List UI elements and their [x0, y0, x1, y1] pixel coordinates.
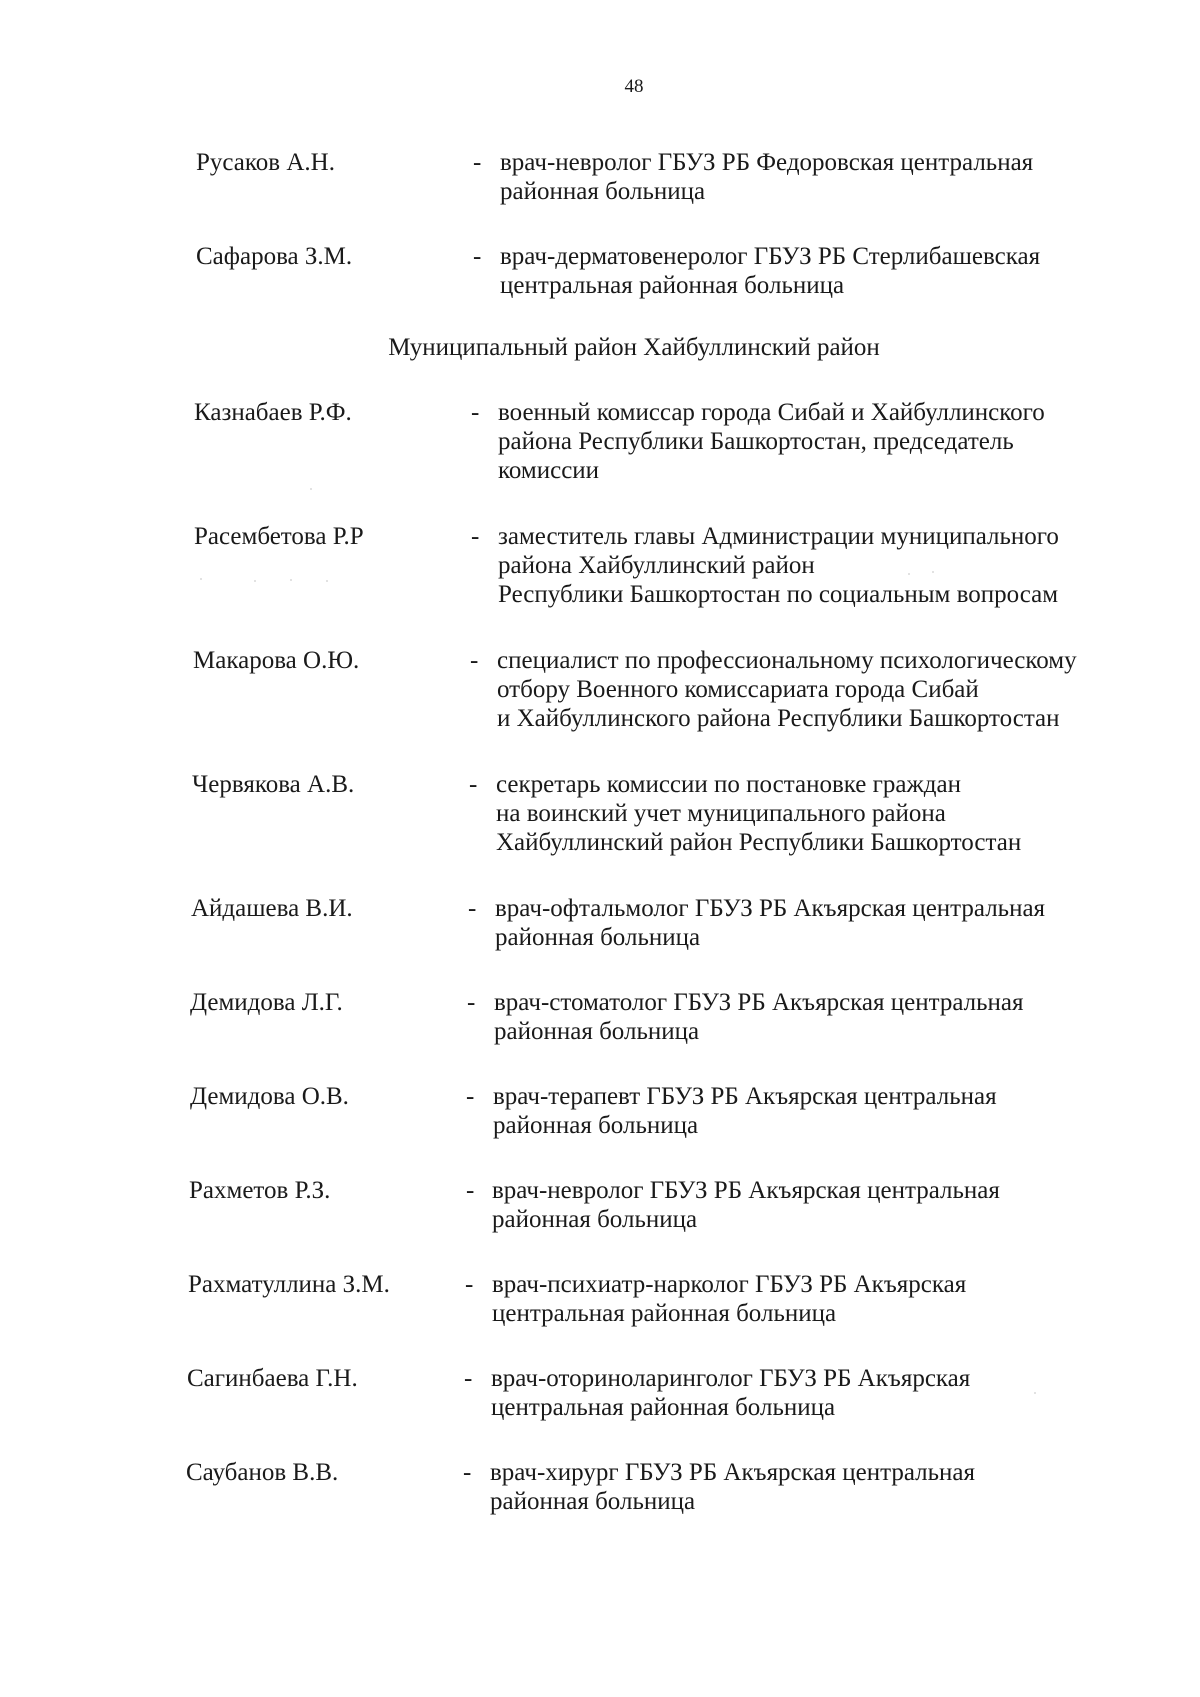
person-name: Сагинбаева Г.Н. — [187, 1365, 358, 1392]
description-line: врач-невролог ГБУЗ РБ Федоровская центральная — [500, 149, 1034, 176]
description-line: районная больница — [495, 924, 701, 951]
position-description — [490, 1458, 1110, 1516]
description-line: районная больница — [500, 178, 706, 205]
scan-speck — [290, 579, 292, 581]
person-name: Казнабаев Р.Ф. — [194, 399, 352, 426]
dash-separator: - — [471, 523, 480, 550]
description-line: врач-терапевт ГБУЗ РБ Акъярская центральная — [493, 1083, 997, 1110]
person-name: Рахматуллина З.М. — [188, 1271, 390, 1298]
description-line: районная больница — [493, 1112, 699, 1139]
position-description — [494, 988, 1114, 1046]
description-line: врач-психиатр-нарколог ГБУЗ РБ Акъярская — [492, 1271, 967, 1298]
dash-separator: - — [471, 399, 480, 426]
description-line: района Республики Башкортостан, председатель — [498, 428, 1014, 455]
description-line: врач-стоматолог ГБУЗ РБ Акъярская центральная — [494, 989, 1024, 1016]
description-line: военный комиссар города Сибай и Хайбуллинского — [498, 399, 1045, 426]
scan-speck — [1034, 1392, 1036, 1394]
description-line: районная больница — [494, 1018, 700, 1045]
person-name: Расембетова Р.Р — [194, 523, 364, 550]
description-line: центральная районная больница — [500, 272, 845, 299]
description-line: врач-дерматовенеролог ГБУЗ РБ Стерлибашевская — [500, 243, 1041, 270]
description-line: центральная районная больница — [491, 1394, 836, 1421]
position-description — [492, 1176, 1112, 1234]
description-line: врач-оториноларинголог ГБУЗ РБ Акъярская — [491, 1365, 971, 1392]
person-name: Русаков А.Н. — [196, 149, 335, 176]
description-line: Хайбуллинский район Республики Башкортостан — [496, 829, 1022, 856]
dash-separator: - — [465, 1271, 474, 1298]
dash-separator: - — [468, 895, 477, 922]
section-heading: Муниципальный район Хайбуллинский район — [388, 334, 880, 361]
scan-speck — [254, 580, 256, 582]
position-description — [491, 1364, 1111, 1422]
position-description — [497, 646, 1117, 733]
description-line: секретарь комиссии по постановке граждан — [496, 771, 961, 798]
description-line: врач-невролог ГБУЗ РБ Акъярская центральная — [492, 1177, 1000, 1204]
person-name: Демидова О.В. — [190, 1083, 349, 1110]
dash-separator: - — [470, 647, 479, 674]
description-line: отбору Военного комиссариата города Сибай — [497, 676, 979, 703]
description-line: заместитель главы Администрации муниципального — [498, 523, 1059, 550]
person-name: Макарова О.Ю. — [193, 647, 360, 674]
person-name: Червякова А.В. — [192, 771, 355, 798]
dash-separator: - — [473, 243, 482, 270]
description-line: районная больница — [490, 1488, 696, 1515]
dash-separator: - — [467, 989, 476, 1016]
position-description — [500, 148, 1120, 206]
description-line: центральная районная больница — [492, 1300, 837, 1327]
description-line: Республики Башкортостан по социальным вопросам — [498, 581, 1059, 608]
dash-separator: - — [469, 771, 478, 798]
person-name: Сафарова З.М. — [196, 243, 353, 270]
description-line: комиссии — [498, 457, 600, 484]
dash-separator: - — [463, 1459, 472, 1486]
position-description — [496, 770, 1116, 857]
dash-separator: - — [466, 1083, 475, 1110]
description-line: районная больница — [492, 1206, 698, 1233]
person-name: Рахметов Р.З. — [189, 1177, 331, 1204]
dash-separator: - — [473, 149, 482, 176]
scan-speck — [932, 571, 934, 573]
position-description — [495, 894, 1115, 952]
description-line: врач-офтальмолог ГБУЗ РБ Акъярская центральная — [495, 895, 1046, 922]
position-description — [498, 522, 1118, 609]
position-description — [498, 398, 1118, 485]
description-line: специалист по профессиональному психологическому — [497, 647, 1077, 674]
person-name: Демидова Л.Г. — [190, 989, 343, 1016]
position-description — [493, 1082, 1113, 1140]
person-name: Саубанов В.В. — [186, 1459, 339, 1486]
page-number: 48 — [624, 76, 644, 97]
person-name: Айдашева В.И. — [191, 895, 353, 922]
description-line: района Хайбуллинский район — [498, 552, 815, 579]
scan-speck — [326, 580, 328, 582]
description-line: и Хайбуллинского района Республики Башкортостан — [497, 705, 1060, 732]
description-line: врач-хирург ГБУЗ РБ Акъярская центральная — [490, 1459, 976, 1486]
scan-speck — [908, 573, 910, 575]
dash-separator: - — [464, 1365, 473, 1392]
position-description — [492, 1270, 1112, 1328]
scan-speck — [310, 488, 312, 490]
dash-separator: - — [466, 1177, 475, 1204]
position-description — [500, 242, 1120, 300]
scan-speck — [200, 578, 202, 580]
description-line: на воинский учет муниципального района — [496, 800, 946, 827]
